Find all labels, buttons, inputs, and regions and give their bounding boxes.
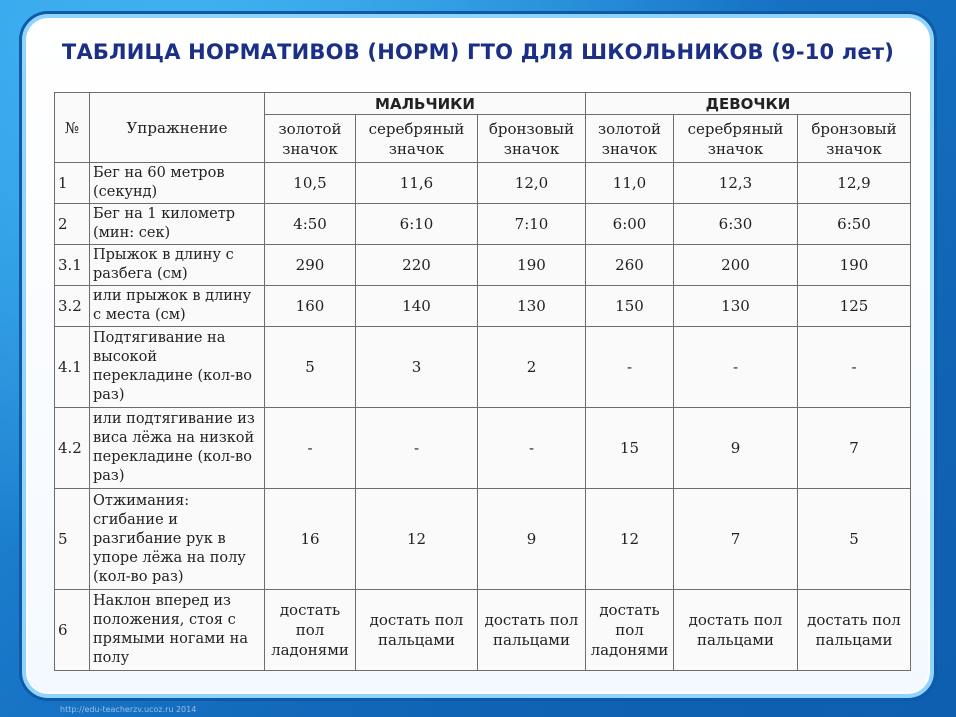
column-header-badge: серебряный значок [674, 115, 798, 163]
norm-value: 5 [798, 489, 911, 590]
norm-value: 6:00 [586, 204, 674, 245]
norm-value: 7 [798, 408, 911, 489]
norm-value: 150 [586, 286, 674, 327]
norm-value: - [478, 408, 586, 489]
table-row [55, 245, 911, 286]
norm-value: 5 [265, 327, 356, 408]
norm-value: 190 [478, 245, 586, 286]
exercise-name: Бег на 60 метров (секунд) [90, 163, 265, 204]
exercise-name: Отжимания: сгибание и разгибание рук в упоре лёжа на полу (кол-во раз) [90, 489, 265, 590]
norm-value: 12,0 [478, 163, 586, 204]
norm-value: 290 [265, 245, 356, 286]
column-header-badge: золотой значок [265, 115, 356, 163]
watermark: http://edu-teacherzv.ucoz.ru 2014 [60, 705, 197, 714]
exercise-name: или подтягивание из виса лёжа на низкой перекладине (кол-во раз) [90, 408, 265, 489]
norm-value: - [265, 408, 356, 489]
norm-value: 6:30 [674, 204, 798, 245]
table-row [55, 163, 911, 204]
norm-value: - [356, 408, 478, 489]
norm-value: 140 [356, 286, 478, 327]
table-row [55, 327, 911, 408]
norm-value: 16 [265, 489, 356, 590]
row-number: 6 [55, 590, 90, 671]
row-number: 4.1 [55, 327, 90, 408]
column-header-badge: золотой значок [586, 115, 674, 163]
norm-value: 160 [265, 286, 356, 327]
norm-value: 10,5 [265, 163, 356, 204]
norm-value: 200 [674, 245, 798, 286]
norm-value: достать пол пальцами [356, 590, 478, 671]
norm-value: 2 [478, 327, 586, 408]
norm-value: достать пол ладонями [586, 590, 674, 671]
group-header-girls: ДЕВОЧКИ [586, 93, 911, 115]
table-row [55, 286, 911, 327]
group-header-boys: МАЛЬЧИКИ [265, 93, 586, 115]
norm-value: 11,0 [586, 163, 674, 204]
norm-value: 130 [478, 286, 586, 327]
exercise-name: Подтягивание на высокой перекладине (кол-во раз) [90, 327, 265, 408]
norm-value: 125 [798, 286, 911, 327]
norm-value: 11,6 [356, 163, 478, 204]
table-row [55, 408, 911, 489]
norm-value: 6:10 [356, 204, 478, 245]
norm-value: достать пол ладонями [265, 590, 356, 671]
norm-value: - [674, 327, 798, 408]
norm-value: 12,3 [674, 163, 798, 204]
norm-value: 3 [356, 327, 478, 408]
norm-value: 12 [586, 489, 674, 590]
exercise-name: Наклон вперед из положения, стоя с прямыми ногами на полу [90, 590, 265, 671]
column-header-badge: бронзовый значок [478, 115, 586, 163]
norm-value: 7:10 [478, 204, 586, 245]
norm-value: 260 [586, 245, 674, 286]
norm-value: 6:50 [798, 204, 911, 245]
norm-value: достать пол пальцами [478, 590, 586, 671]
norm-value: 12 [356, 489, 478, 590]
norm-value: 12,9 [798, 163, 911, 204]
column-header-badge: серебряный значок [356, 115, 478, 163]
column-header-num: № [55, 93, 90, 163]
row-number: 2 [55, 204, 90, 245]
norm-value: 9 [478, 489, 586, 590]
exercise-name: или прыжок в длину с места (см) [90, 286, 265, 327]
norm-value: достать пол пальцами [798, 590, 911, 671]
table-row [55, 489, 911, 590]
norm-value: 15 [586, 408, 674, 489]
norm-value: 9 [674, 408, 798, 489]
norm-value: 130 [674, 286, 798, 327]
table-row [55, 590, 911, 671]
row-number: 3.1 [55, 245, 90, 286]
row-number: 3.2 [55, 286, 90, 327]
exercise-name: Бег на 1 километр (мин: сек) [90, 204, 265, 245]
norm-value: 190 [798, 245, 911, 286]
norm-value: 220 [356, 245, 478, 286]
column-header-exercise: Упражнение [90, 93, 265, 163]
norm-value: 4:50 [265, 204, 356, 245]
row-number: 4.2 [55, 408, 90, 489]
exercise-name: Прыжок в длину с разбега (см) [90, 245, 265, 286]
table-row [55, 204, 911, 245]
norms-table [54, 92, 911, 671]
norm-value: - [798, 327, 911, 408]
norm-value: достать пол пальцами [674, 590, 798, 671]
row-number: 1 [55, 163, 90, 204]
norm-value: - [586, 327, 674, 408]
page-title: ТАБЛИЦА НОРМАТИВОВ (НОРМ) ГТО ДЛЯ ШКОЛЬНИКОВ (9-10 лет) [61, 40, 895, 64]
column-header-badge: бронзовый значок [798, 115, 911, 163]
norm-value: 7 [674, 489, 798, 590]
row-number: 5 [55, 489, 90, 590]
